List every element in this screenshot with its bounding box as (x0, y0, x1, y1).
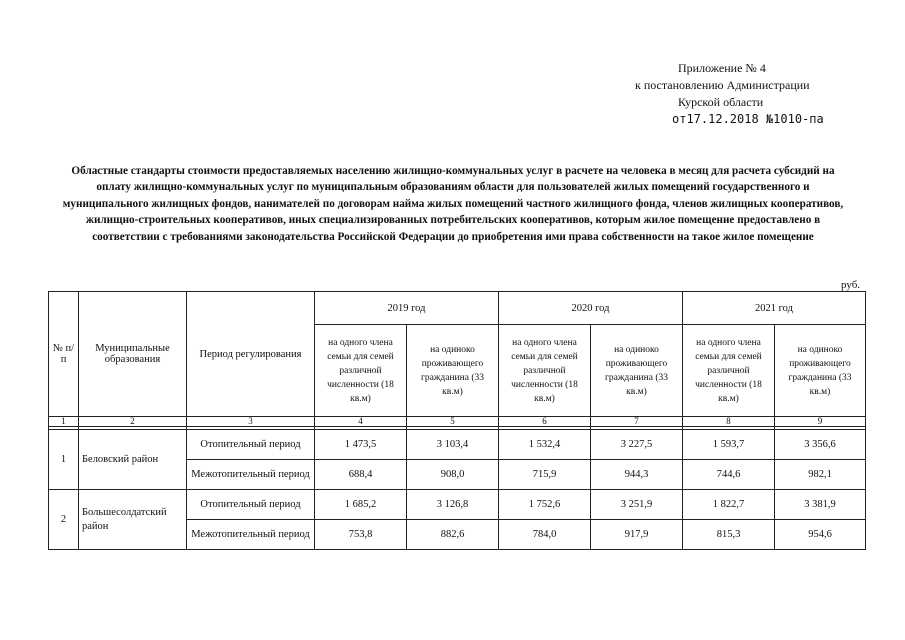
header-year-2019: 2019 год (315, 292, 499, 325)
value-cell: 688,4 (315, 460, 407, 490)
row-number: 2 (49, 490, 79, 550)
header-year-2020: 2020 год (499, 292, 683, 325)
header-single-2020: на одиноко проживающего гражданина (33 кв.м) (591, 325, 683, 417)
period-label: Межотопительный период (187, 460, 315, 490)
period-label: Отопительный период (187, 490, 315, 520)
value-cell: 3 126,8 (407, 490, 499, 520)
value-cell: 1 752,6 (499, 490, 591, 520)
value-cell: 715,9 (499, 460, 591, 490)
header-single-2019: на одиноко проживающего гражданина (33 кв.м) (407, 325, 499, 417)
header-period: Период регулирования (187, 292, 315, 417)
value-cell: 982,1 (775, 460, 866, 490)
header-num: № п/п (49, 292, 79, 417)
header-family-2021: на одного члена семьи для семей различной численности (18 кв.м) (683, 325, 775, 417)
value-cell: 3 251,9 (591, 490, 683, 520)
table-row (49, 430, 866, 460)
header-municipality: Муниципальные образования (79, 292, 187, 417)
value-cell: 1 532,4 (499, 430, 591, 460)
column-index: 4 (315, 417, 407, 427)
header-year-2021: 2021 год (683, 292, 866, 325)
value-cell: 1 473,5 (315, 430, 407, 460)
appendix-header (635, 60, 824, 128)
table-row (49, 490, 866, 520)
value-cell: 815,3 (683, 520, 775, 550)
currency-unit: руб. (841, 279, 861, 291)
municipality-name: Большесолдатский район (79, 490, 187, 550)
header-single-2021: на одиноко проживающего гражданина (33 кв.м) (775, 325, 866, 417)
column-index: 8 (683, 417, 775, 427)
municipality-name: Беловский район (79, 430, 187, 490)
appendix-number: Приложение № 4 (678, 61, 766, 75)
appendix-region: Курской области (678, 95, 764, 109)
column-index: 9 (775, 417, 866, 427)
value-cell: 908,0 (407, 460, 499, 490)
column-index-row (49, 417, 866, 427)
column-index: 3 (187, 417, 315, 427)
appendix-resolution: к постановлению Администрации (635, 78, 810, 92)
value-cell: 944,3 (591, 460, 683, 490)
document-title: Областные стандарты стоимости предоставляемых населению жилищно-коммунальных услуг в расчете на человека в месяц для расчета субсидий на оплату жилищно-коммунальных услуг по муниципальным образованиям области для пользователей жилых помещений государственного и муниципального жилищных фондов, нанимателей по договорам найма жилых помещений частного жилищного фонда, членов жилищных кооперативов, жилищно-строительных кооперативов, иных специализированных потребительских кооперативов, которым жилое помещение предоставлено в соответствии с требованиями законодательства Российской Федерации до приобретения ими права собственности на такое жилое помещение (62, 165, 844, 243)
value-cell: 3 356,6 (775, 430, 866, 460)
value-cell: 784,0 (499, 520, 591, 550)
period-label: Отопительный период (187, 430, 315, 460)
value-cell: 1 822,7 (683, 490, 775, 520)
appendix-date-number: от17.12.2018 №1010-па (672, 112, 824, 126)
value-cell: 954,6 (775, 520, 866, 550)
value-cell: 3 227,5 (591, 430, 683, 460)
value-cell: 882,6 (407, 520, 499, 550)
column-index: 5 (407, 417, 499, 427)
header-family-2020: на одного члена семьи для семей различной численности (18 кв.м) (499, 325, 591, 417)
column-index: 2 (79, 417, 187, 427)
header-row-years (49, 292, 866, 325)
value-cell: 3 103,4 (407, 430, 499, 460)
value-cell: 917,9 (591, 520, 683, 550)
period-label: Межотопительный период (187, 520, 315, 550)
column-index: 7 (591, 417, 683, 427)
value-cell: 1 593,7 (683, 430, 775, 460)
column-index: 1 (49, 417, 79, 427)
value-cell: 3 381,9 (775, 490, 866, 520)
row-number: 1 (49, 430, 79, 490)
value-cell: 1 685,2 (315, 490, 407, 520)
value-cell: 744,6 (683, 460, 775, 490)
value-cell: 753,8 (315, 520, 407, 550)
standards-table (48, 291, 866, 550)
column-index: 6 (499, 417, 591, 427)
header-family-2019: на одного члена семьи для семей различной численности (18 кв.м) (315, 325, 407, 417)
